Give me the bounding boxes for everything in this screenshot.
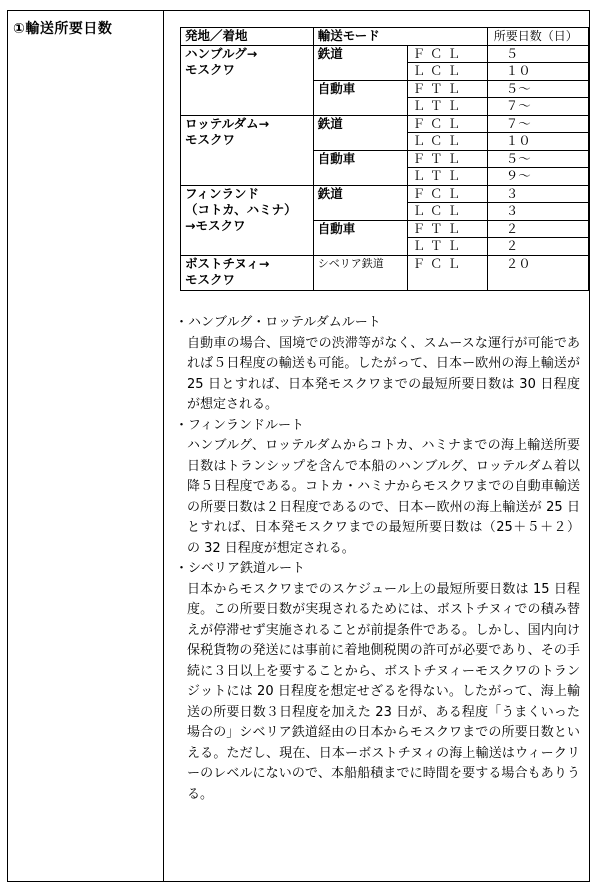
route-cell [181,185,314,255]
days-cell: ７～ [487,98,588,116]
mode-cell: 自動車 [313,150,408,185]
days-cell: ２ [487,238,588,256]
days-cell: ２０ [487,255,588,290]
cargo-cell: ＦＴＬ [408,80,487,98]
route-cell [181,115,314,185]
days-cell: ５～ [487,80,588,98]
mode-cell: シベリア鉄道 [313,255,408,290]
cargo-cell: ＬＴＬ [408,98,487,116]
route-body-hamburg-rotterdam: 自動車の場合、国境での渋滞等がなく、スムースな運行が可能であれば５日程度の輸送も可能。したがって、日本ー欧州の海上輸送が 25 日とすれば、日本発モスクワまでの最短所要日数は 30 日程度が想定される。 [187,335,580,412]
route-line: →モスクワ [185,217,246,233]
mode-cell: 自動車 [313,220,408,255]
route-line: フィンランド [185,185,260,201]
table-row [181,45,589,63]
route-heading-finland: ・フィンランドルート [175,417,304,433]
days-cell: ３ [487,185,588,203]
header-origin-destination: 発地／着地 [181,28,314,46]
route-line: （コトカ、ハミナ） [185,201,297,217]
route-line: ハンブルグ→ [185,45,258,61]
days-cell: １０ [487,133,588,151]
route-heading-siberian-railway: ・シベリア鉄道ルート [175,561,306,576]
mode-cell: 鉄道 [313,115,408,150]
route-body-finland: ハンブルグ、ロッテルダムからコトカ、ハミナまでの海上輸送所要日数はトランシップを含んで本船のハンブルグ、ロッテルダム着以降５日程度である。コトカ・ハミナからモスクワまでの自動車輸送の所要日数は２日程度であるので、日本ー欧州の海上輸送が 25 日とすれば、日本発モスクワまでの最短所要日数は（25＋５＋２）の 32 日程度が想定される。 [187,438,580,556]
days-cell: ９～ [487,168,588,186]
cargo-cell: ＦＴＬ [408,220,487,238]
route-heading-hamburg-rotterdam: ・ハンブルグ・ロッテルダムルート [175,315,381,330]
column-divider [163,11,164,881]
table-row [181,185,589,203]
mode-cell: 鉄道 [313,45,408,80]
days-cell: １０ [487,63,588,81]
cargo-cell: ＬＣＬ [408,133,487,151]
table-header-row [181,28,589,46]
cargo-cell: ＦＣＬ [408,115,487,133]
route-cell [181,255,314,290]
route-line: モスクワ [185,131,236,147]
route-line: モスクワ [185,271,236,287]
cargo-cell: ＬＴＬ [408,168,487,186]
cargo-cell: ＦＣＬ [408,45,487,63]
route-cell [181,45,314,115]
header-required-days: 所要日数（日） [487,28,588,46]
cargo-cell: ＬＣＬ [408,203,487,221]
days-cell: ３ [487,203,588,221]
cargo-cell: ＬＣＬ [408,63,487,81]
table-row [181,115,589,133]
route-body-siberian-railway: 日本からモスクワまでのスケジュール上の最短所要日数は 15 日程度。この所要日数が実現されるためには、ボストチヌィでの積み替えが停滞せず実施されることが前提条件である。しかし、国内向け保税貨物の発送には事前に着地側税関の許可が必要であり、その手続に３日以上を要することから、ボストチヌィーモスクワのトランジットには 20 日程度を想定せざるを得ない。したがって、海上輸送の所要日数３日程度を加えた 23 日が、ある程度「うまくいった場合の」シベリア鉄道経由の日本からモスクワまでの所要日数といえる。ただし、現在、日本ーボストチヌィの海上輸送はウィークリーのレベルにないので、本船船積までに時間を要する場合もありうる。 [187,581,580,802]
route-line: ロッテルダム→ [185,115,270,131]
route-line: モスクワ [185,61,236,77]
header-transport-mode: 輸送モード [313,28,487,46]
cargo-cell: ＦＣＬ [408,185,487,203]
mode-cell: 鉄道 [313,185,408,220]
route-descriptions [175,313,580,805]
cargo-cell: ＦＣＬ [408,255,487,290]
route-line: ボストチヌィ→ [185,255,270,271]
section-title: ①輸送所要日数 [13,21,113,37]
mode-cell: 自動車 [313,80,408,115]
days-cell: ２ [487,220,588,238]
transport-days-table [180,27,589,291]
days-cell: ５～ [487,150,588,168]
days-cell: ５ [487,45,588,63]
days-cell: ７～ [487,115,588,133]
cargo-cell: ＦＴＬ [408,150,487,168]
cargo-cell: ＬＴＬ [408,238,487,256]
